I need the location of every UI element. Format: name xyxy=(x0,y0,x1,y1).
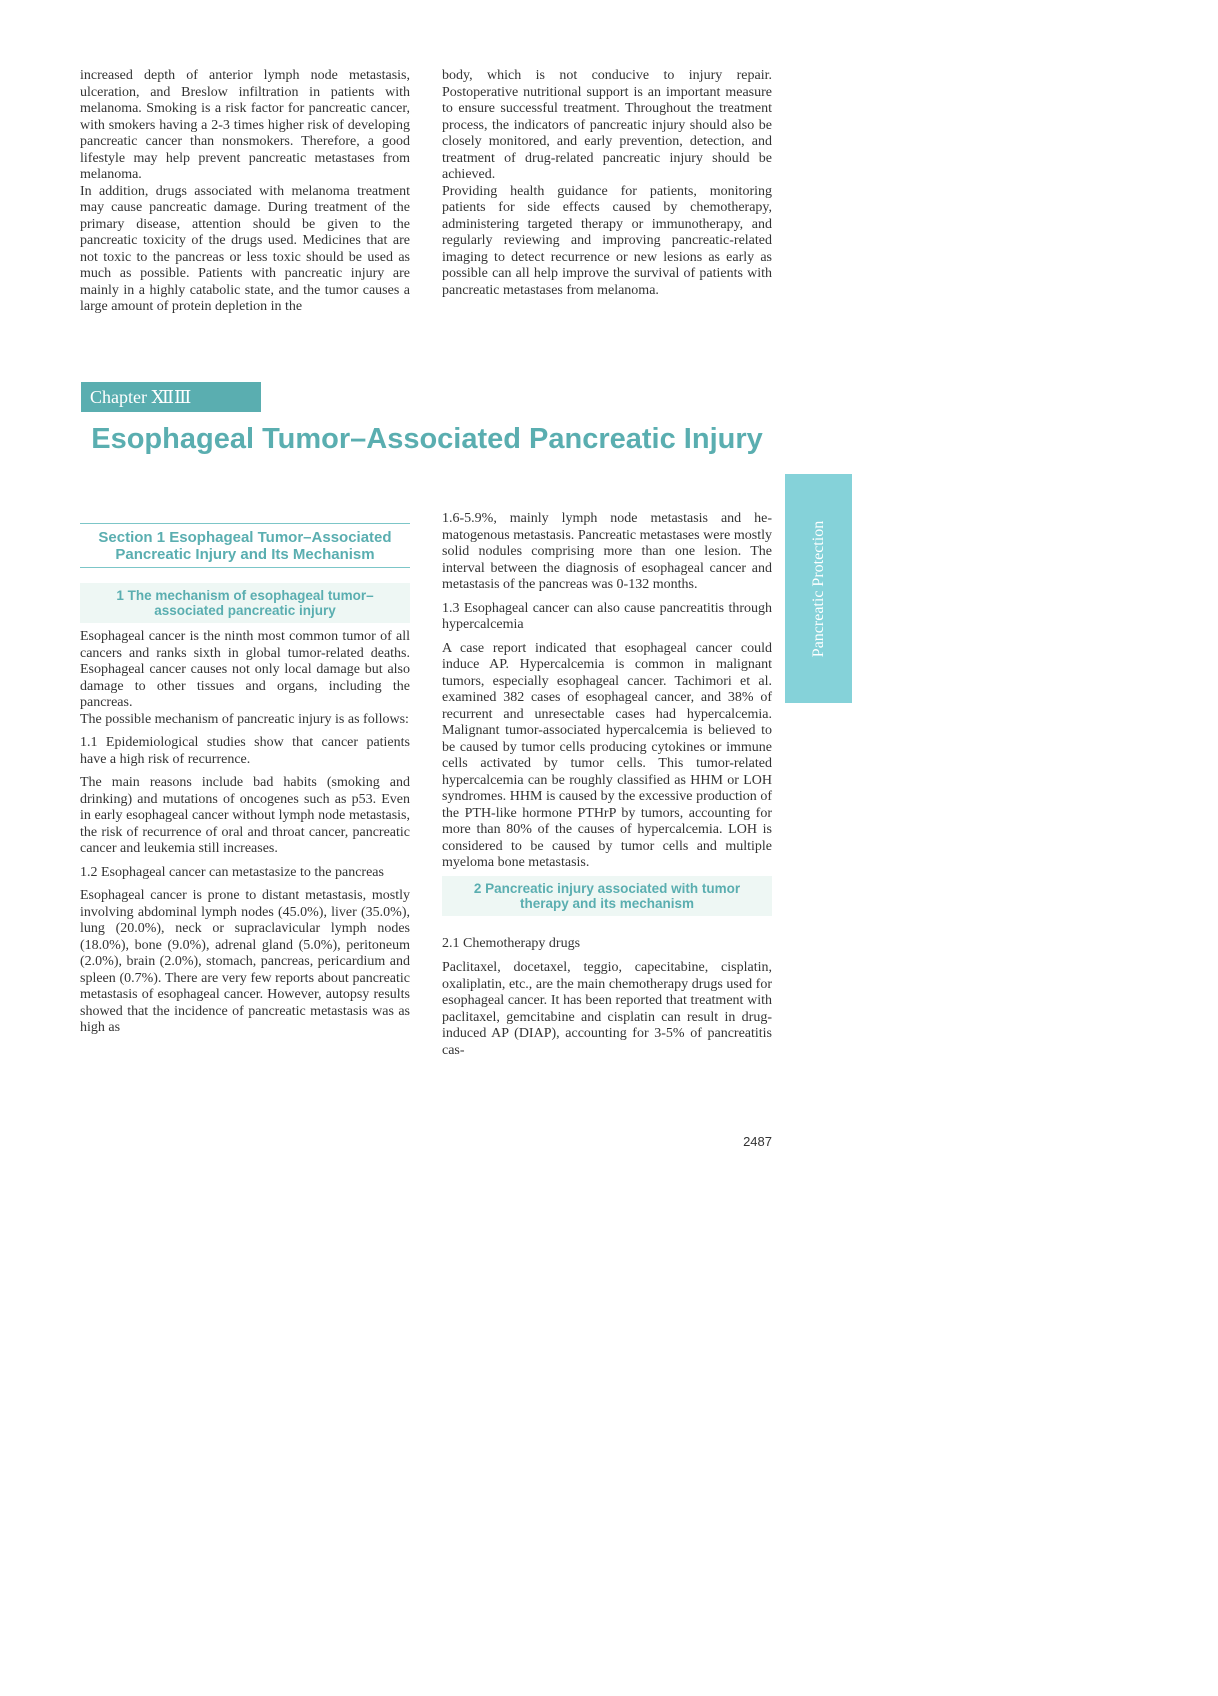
body-paragraph: The main reasons include bad habits (smoking and drinking) and mutations of oncogenes such as p53. Even in early esophageal cancer without lymph node metastasis, the risk of recurrence of oral and throat cancer, pancreatic cancer and leukemia still increases. xyxy=(80,775,410,856)
body-paragraph: 1.6-5.9%, mainly lymph node metastasis and hematogenous metastasis. Pancreatic metastases were mostly solid nodules comprising more than one lesion. The interval between the diagnosis of esophageal cancer and metastasis of the pancreas was 0-132 months. xyxy=(442,511,772,592)
page-number: 2487 xyxy=(743,1134,772,1149)
numbered-heading: 1.3 Esophageal cancer can also cause pancreatitis through hypercalcemia xyxy=(442,600,772,632)
body-paragraph: Esophageal cancer is the ninth most common tumor of all cancers and ranks sixth in global tumor-related deaths. Esophageal cancer causes not only local damage but also damage to other tissues and organs, including the pancreas. xyxy=(80,629,410,710)
side-tab xyxy=(785,474,852,703)
body-paragraph: increased depth of anterior lymph node metastasis, ulceration, and Breslow infiltration in patients with melanoma. Smoking is a risk factor for pancreatic cancer, with smokers having a 2-3 times higher risk of developing pancreatic cancer than nonsmokers. Therefore, a good lifestyle may help prevent pancreatic metastases from melanoma. xyxy=(80,68,410,182)
body-paragraph: A case report indicated that esophageal cancer could induce AP. Hypercalcemia is common in malignant tumors, especially esophageal cancer. Tachimori et al. examined 382 cases of esophageal cancer, and 38% of recurrent and unresectable cases had hypercalcemia. Malignant tumor-associated hypercalcemia is believed to be caused by tumor cells producing cytokines or immune cells activated by tumor cells. This tumor-related hypercalcemia can be roughly classified as HHM or LOH syndromes. HHM is caused by the excessive production of the PTH-like hormone PTHrP by tumors, accounting for more than 80% of the causes of hypercalcemia. LOH is considered to be caused by tumor cells and multiple myeloma bone metastasis. xyxy=(442,640,772,870)
body-paragraph: body, which is not conducive to injury repair. Postoperative nutritional support is an important measure to ensure successful treatment. Throughout the treatment process, the indicators of pancreatic injury should also be closely monitored, and early prevention, detection, and treatment of drug-related pancreatic injury should be achieved. xyxy=(442,68,772,182)
numbered-heading: 2.1 Chemotherapy drugs xyxy=(442,935,581,951)
chapter-label: Chapter ⅫⅢ xyxy=(81,382,261,412)
body-paragraph: In addition, drugs associated with melanoma treatment may cause pancreatic damage. During treatment of the primary disease, attention should be given to the pancreatic toxicity of the drugs used. Medicines that are not toxic to the pancreas or less toxic should be used as much as possible. Patients with pancreatic injury are mainly in a highly catabolic state, and the tumor causes a large amount of protein depletion in the xyxy=(80,183,410,314)
bottom-right-column xyxy=(442,511,772,1059)
subsection-heading: 1 The mechanism of esophageal tumor–associated pancreatic injury xyxy=(80,583,410,623)
body-paragraph: The possible mechanism of pancreatic injury is as follows: xyxy=(80,711,409,727)
top-left-column xyxy=(80,68,410,316)
numbered-heading: 1.1 Epidemiological studies show that cancer patients have a high risk of recurrence. xyxy=(80,735,410,767)
body-paragraph: Paclitaxel, docetaxel, teggio, capecitabine, cisplatin, oxaliplatin, etc., are the main chemotherapy drugs used for esophageal cancer. It has been reported that treatment with paclitaxel, gemcitabine and cisplatin can result in drug-induced AP (DIAP), accounting for 3-5% of pancreatitis cas- xyxy=(442,960,772,1058)
bottom-left-column xyxy=(80,523,410,1037)
chapter-title: Esophageal Tumor–Associated Pancreatic Injury xyxy=(91,423,763,455)
top-right-column xyxy=(442,68,772,299)
subsection-heading: 2 Pancreatic injury associated with tumor therapy and its mechanism xyxy=(442,876,772,916)
body-paragraph: Esophageal cancer is prone to distant metastasis, mostly involving abdominal lymph nodes (45.0%), liver (35.0%), lung (20.0%), neck or supraclavicular lymph nodes (18.0%), bone (9.0%), adrenal gland (5.0%), peritoneum (2.0%), brain (2.0%), stomach, pancreas, pericardium and spleen (0.7%). There are very few reports about pancreatic metastasis of esophageal cancer. However, autopsy results showed that the incidence of pancreatic metastasis was as high as xyxy=(80,888,410,1035)
numbered-heading: 1.2 Esophageal cancer can metastasize to the pancreas xyxy=(80,864,384,880)
side-tab-label: Pancreatic Protection xyxy=(809,520,827,657)
body-paragraph: Providing health guidance for patients, monitoring patients for side effects caused by chemotherapy, administering targeted therapy or immunotherapy, and regularly reviewing and improving pancreatic-related imaging to detect recurrence or new lesions as early as possible can all help improve the survival of patients with pancreatic metastases from melanoma. xyxy=(442,183,772,298)
section-heading: Section 1 Esophageal Tumor–Associated Pancreatic Injury and Its Mechanism xyxy=(80,523,410,568)
